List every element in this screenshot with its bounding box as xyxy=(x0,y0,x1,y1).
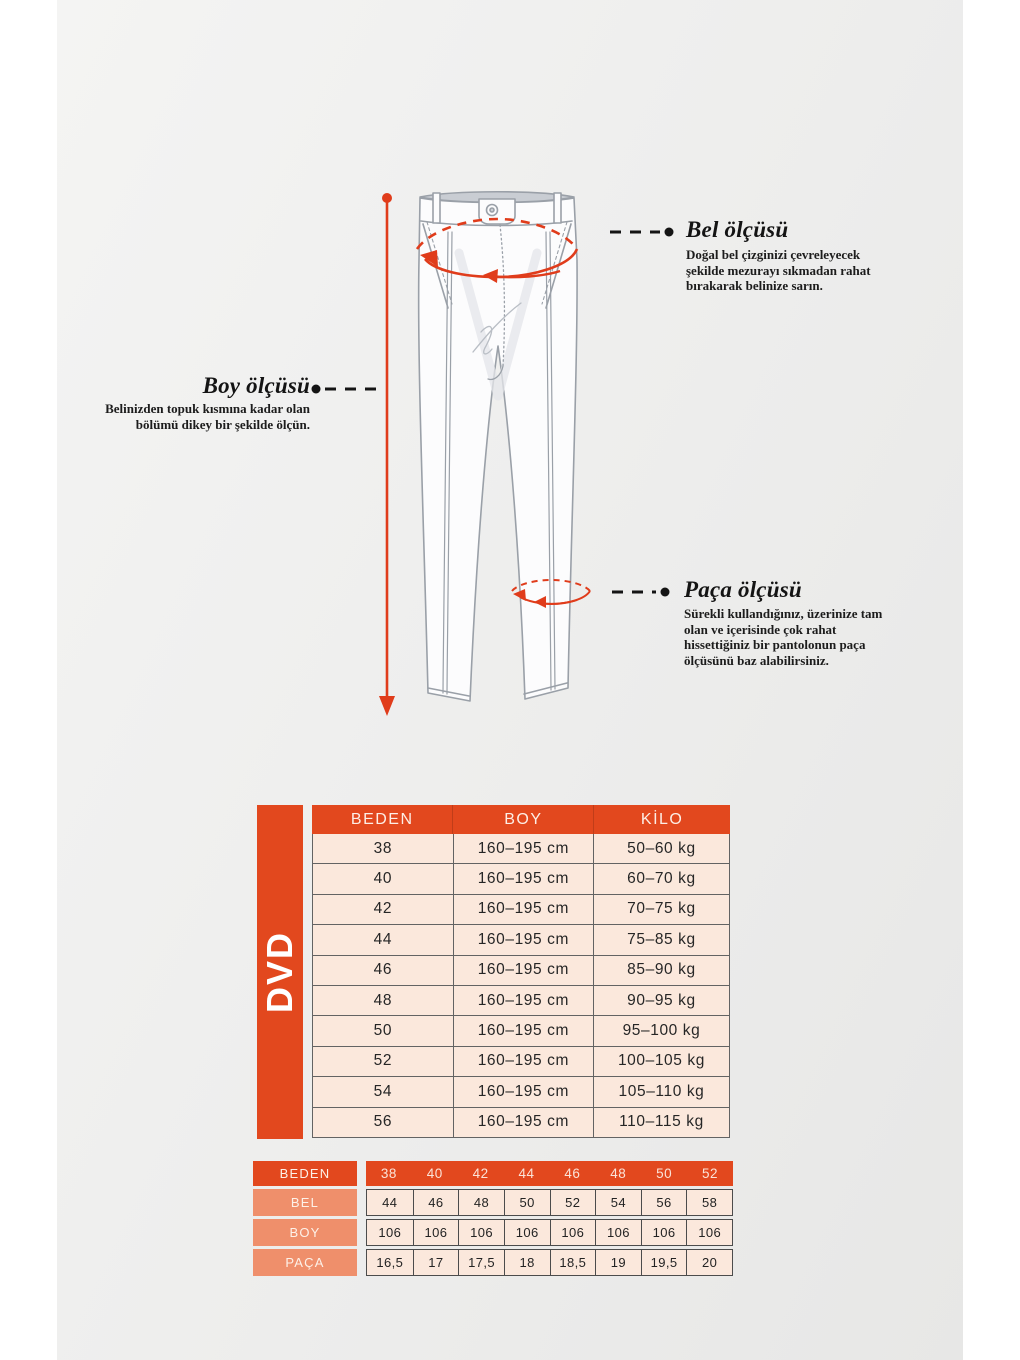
size-table-row xyxy=(313,1076,729,1106)
size-table-cell: 160–195 cm xyxy=(453,1047,593,1076)
size-table-cell: 38 xyxy=(373,839,393,857)
size-table-cell: 90–95 kg xyxy=(593,986,729,1015)
length-measure-description: Belinizden topuk kısmına kadar olan bölümü dikey bir şekilde ölçün. xyxy=(105,401,310,432)
measure-table-size-cell: 38 xyxy=(380,1166,397,1181)
size-table-cell: 160–195 cm xyxy=(453,1077,593,1106)
size-table-cell: 95–100 kg xyxy=(593,1016,729,1045)
size-table-cell: 160–195 cm xyxy=(453,895,593,924)
size-table-row xyxy=(313,1107,729,1137)
measure-table-size-cell: 46 xyxy=(564,1166,581,1181)
measure-table-value-cell: 17 xyxy=(413,1250,459,1275)
measure-table-value-cell: 17,5 xyxy=(458,1250,504,1275)
size-table-row xyxy=(313,1015,729,1045)
size-table-row xyxy=(313,955,729,985)
size-table-header-kilo: KİLO xyxy=(593,805,730,834)
measure-table-value-cell: 44 xyxy=(382,1195,398,1210)
measure-table-value-cell: 20 xyxy=(686,1250,732,1275)
size-table-cell: 40 xyxy=(373,870,393,888)
measure-table-value-cell: 54 xyxy=(595,1190,641,1215)
measure-table-size-cell: 52 xyxy=(702,1166,719,1181)
hem-measure-description: Sürekli kullandığınız, üzerinize tam olan ve içerisinde çok rahat hissettiğiniz bir pantolonun paça ölçüsünü baz alabilirsiniz. xyxy=(684,606,883,668)
measure-table-size-cell: 42 xyxy=(472,1166,489,1181)
waist-measure-title: Bel ölçüsü xyxy=(686,217,789,242)
side-label-block xyxy=(257,805,303,1139)
measure-table-value-cell: 106 xyxy=(595,1220,641,1245)
size-table-header-boy: BOY xyxy=(452,805,593,834)
size-table-row xyxy=(313,863,729,893)
measure-table-size-cell: 44 xyxy=(518,1166,535,1181)
size-table-cell: 44 xyxy=(373,930,393,948)
measure-table-value-cell: 106 xyxy=(686,1220,732,1245)
measure-table-value-row xyxy=(366,1219,733,1246)
measure-table-value-row xyxy=(366,1249,733,1276)
size-guide-background xyxy=(57,0,963,1360)
measure-table-size-cell: 40 xyxy=(426,1166,443,1181)
size-table xyxy=(312,805,730,1138)
measure-table-value-cell: 18,5 xyxy=(550,1250,596,1275)
waist-measure-description: Doğal bel çizginizi çevreleyecek şekilde mezurayı sıkmadan rahat bırakarak belinize sarın. xyxy=(686,247,871,293)
measure-table-value-cell: 58 xyxy=(686,1190,732,1215)
side-label-text: DVD xyxy=(259,930,301,1014)
size-table-row xyxy=(313,985,729,1015)
measure-table-data xyxy=(366,1161,733,1279)
hem-measure-title: Paça ölçüsü xyxy=(684,577,802,602)
size-table-cell: 160–195 cm xyxy=(453,1108,593,1137)
size-table-cell: 42 xyxy=(373,900,393,918)
measure-table-value-cell: 106 xyxy=(641,1220,687,1245)
size-table-cell: 160–195 cm xyxy=(453,1016,593,1045)
measure-table xyxy=(253,1161,733,1279)
size-table-cell: 160–195 cm xyxy=(453,956,593,985)
size-table-cell: 60–70 kg xyxy=(593,864,729,893)
size-table-cell: 160–195 cm xyxy=(453,864,593,893)
measure-table-value-cell: 16,5 xyxy=(376,1255,404,1270)
size-table-row xyxy=(313,834,729,863)
measure-table-value-cell: 106 xyxy=(550,1220,596,1245)
size-table-cell: 100–105 kg xyxy=(593,1047,729,1076)
size-table-cell: 56 xyxy=(373,1113,393,1131)
size-table-cell: 50–60 kg xyxy=(593,834,729,863)
size-table-cell: 48 xyxy=(373,991,393,1009)
size-table-cell: 46 xyxy=(373,961,393,979)
measure-table-value-cell: 106 xyxy=(413,1220,459,1245)
size-table-cell: 110–115 kg xyxy=(593,1108,729,1137)
measure-table-value-cell: 106 xyxy=(504,1220,550,1245)
size-table-cell: 54 xyxy=(373,1082,393,1100)
measure-table-size-cell: 50 xyxy=(656,1166,673,1181)
measure-table-value-cell: 106 xyxy=(378,1225,402,1240)
measure-table-value-cell: 52 xyxy=(550,1190,596,1215)
size-table-header xyxy=(312,805,730,834)
size-table-cell: 160–195 cm xyxy=(453,925,593,954)
measure-table-value-cell: 50 xyxy=(504,1190,550,1215)
measure-table-row-label: PAÇA xyxy=(253,1249,357,1276)
size-table-cell: 160–195 cm xyxy=(453,834,593,863)
size-table-cell: 75–85 kg xyxy=(593,925,729,954)
measure-table-labels xyxy=(253,1161,357,1279)
measure-table-value-row xyxy=(366,1189,733,1216)
measure-table-value-cell: 56 xyxy=(641,1190,687,1215)
measure-table-value-cell: 19 xyxy=(595,1250,641,1275)
measure-table-size-row xyxy=(366,1161,733,1186)
size-table-row xyxy=(313,894,729,924)
measure-table-row-label: BOY xyxy=(253,1219,357,1246)
measure-table-value-cell: 106 xyxy=(458,1220,504,1245)
size-table-cell: 50 xyxy=(373,1022,393,1040)
size-table-cell: 70–75 kg xyxy=(593,895,729,924)
size-table-cell: 160–195 cm xyxy=(453,986,593,1015)
measure-table-value-cell: 46 xyxy=(413,1190,459,1215)
measure-table-value-cell: 19,5 xyxy=(641,1250,687,1275)
measure-table-row-label: BEL xyxy=(253,1189,357,1216)
measure-table-value-cell: 48 xyxy=(458,1190,504,1215)
measure-table-value-cell: 18 xyxy=(504,1250,550,1275)
size-table-body xyxy=(312,834,730,1138)
measure-table-corner-label: BEDEN xyxy=(253,1161,357,1186)
length-measure-title: Boy ölçüsü xyxy=(202,373,310,398)
size-table-row xyxy=(313,924,729,954)
size-table-cell: 85–90 kg xyxy=(593,956,729,985)
size-table-header-beden: BEDEN xyxy=(350,810,414,828)
measure-table-size-cell: 48 xyxy=(610,1166,627,1181)
size-table-cell: 105–110 kg xyxy=(593,1077,729,1106)
size-table-row xyxy=(313,1046,729,1076)
size-table-cell: 52 xyxy=(373,1052,393,1070)
